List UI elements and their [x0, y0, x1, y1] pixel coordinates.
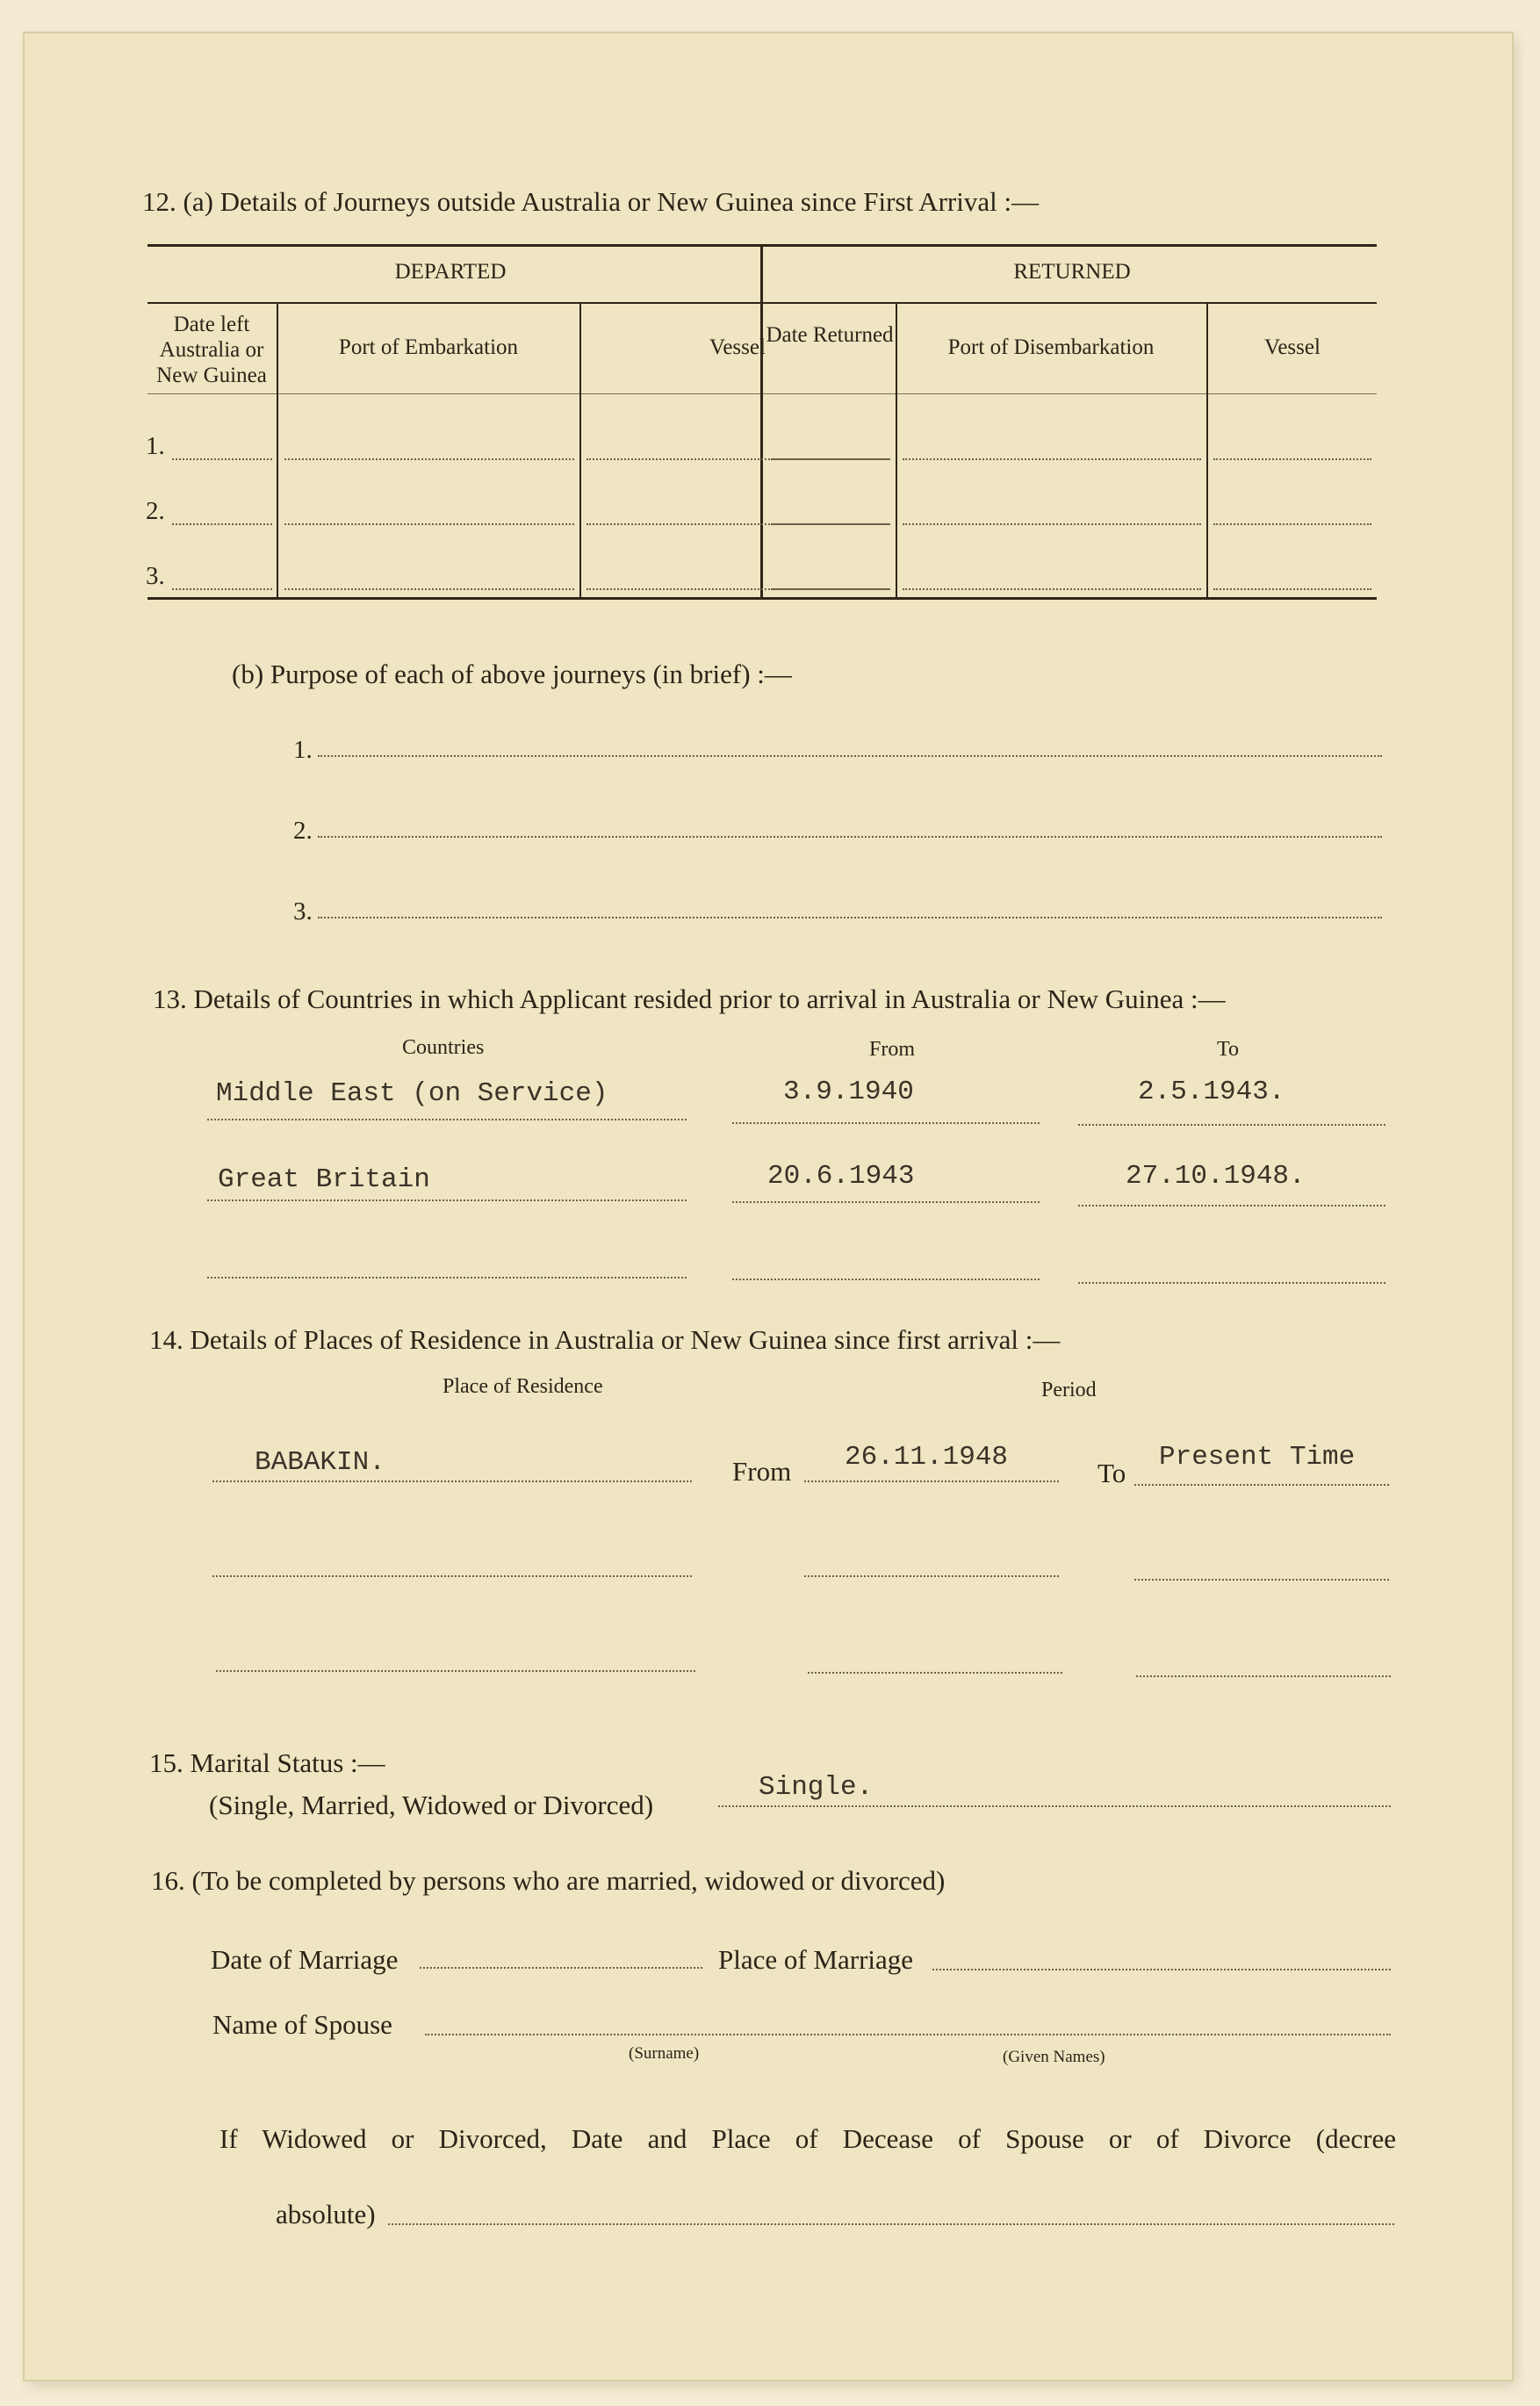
col-to: To	[1217, 1038, 1239, 1061]
from-line[interactable]	[732, 1279, 1040, 1280]
period-from-line[interactable]	[804, 1575, 1059, 1577]
q16-heading: 16. (To be completed by persons who are married, widowed or divorced)	[151, 1865, 946, 1896]
purpose-line[interactable]	[318, 917, 1382, 918]
col-countries: Countries	[402, 1036, 485, 1059]
to-line[interactable]	[1078, 1205, 1385, 1207]
q12-heading: 12. (a) Details of Journeys outside Australia or New Guinea since First Arrival :—	[142, 186, 1040, 217]
table-cell-line[interactable]	[903, 458, 1201, 460]
table-cell-line[interactable]	[284, 458, 574, 460]
country-line[interactable]	[207, 1119, 687, 1120]
place-of-marriage-line[interactable]	[932, 1969, 1391, 1970]
table-cell-line[interactable]	[903, 588, 1201, 590]
from-label: From	[732, 1456, 792, 1487]
period-from-line[interactable]	[804, 1480, 1059, 1482]
purpose-line[interactable]	[318, 836, 1382, 838]
marital-options-label: (Single, Married, Widowed or Divorced)	[209, 1790, 654, 1820]
form-page	[25, 33, 1512, 2380]
q14-heading: 14. Details of Places of Residence in Australia or New Guinea since first arrival :—	[149, 1324, 1061, 1355]
country-value: Middle East (on Service)	[216, 1078, 608, 1109]
country-line[interactable]	[207, 1199, 687, 1201]
to-value: 2.5.1943.	[1138, 1077, 1285, 1107]
country-value: Great Britain	[218, 1164, 430, 1195]
marital-status-value: Single.	[759, 1772, 874, 1803]
table-cell-line[interactable]	[284, 523, 574, 525]
place-line[interactable]	[212, 1480, 692, 1482]
period-from-value: 26.11.1948	[845, 1442, 1009, 1473]
purpose-line[interactable]	[318, 755, 1382, 757]
table-cell-line[interactable]	[1213, 458, 1371, 460]
col-place: Place of Residence	[443, 1375, 603, 1398]
name-of-spouse-line[interactable]	[425, 2034, 1391, 2035]
q13-heading: 13. Details of Countries in which Applicant resided prior to arrival in Australia or New Guinea :—	[153, 983, 1226, 1014]
place-line[interactable]	[212, 1575, 692, 1577]
decease-divorce-line[interactable]	[388, 2223, 1394, 2225]
to-value: 27.10.1948.	[1126, 1161, 1306, 1192]
from-line[interactable]	[732, 1122, 1040, 1124]
period-from-line[interactable]	[808, 1672, 1062, 1674]
row-number: 1.	[146, 432, 165, 460]
table-cell-line[interactable]	[771, 458, 890, 460]
departed-header: DEPARTED	[394, 260, 507, 284]
table-cell-line[interactable]	[172, 588, 272, 590]
table-cell-line[interactable]	[284, 588, 574, 590]
absolute-label: absolute)	[276, 2199, 376, 2230]
purpose-number: 2.	[293, 817, 313, 845]
col-vessel-returned: Vessel	[1264, 335, 1321, 359]
table-cell-line[interactable]	[1213, 588, 1371, 590]
col-date-returned: Date Returned	[766, 323, 894, 347]
table-cell-line[interactable]	[1213, 523, 1371, 525]
widowed-divorced-text: If Widowed or Divorced, Date and Place of Decease of Spouse or of Divorce (decree	[219, 2123, 1396, 2154]
col-date-left: Date left Australia or New Guinea	[156, 313, 267, 387]
date-of-marriage-label: Date of Marriage	[211, 1944, 399, 1975]
col-port-disembarkation: Port of Disembarkation	[947, 335, 1155, 359]
date-of-marriage-line[interactable]	[420, 1967, 702, 1969]
country-line[interactable]	[207, 1277, 687, 1279]
from-value: 3.9.1940	[783, 1077, 914, 1107]
marital-status-line[interactable]	[718, 1805, 1391, 1807]
purpose-number: 1.	[293, 736, 313, 764]
period-to-line[interactable]	[1134, 1579, 1389, 1581]
row-number: 2.	[146, 497, 165, 525]
table-cell-line[interactable]	[771, 588, 890, 590]
given-names-note: (Given Names)	[1003, 2048, 1105, 2066]
table-cell-line[interactable]	[903, 523, 1201, 525]
table-cell-line[interactable]	[771, 523, 890, 525]
place-of-marriage-label: Place of Marriage	[718, 1944, 914, 1975]
q15-heading: 15. Marital Status :—	[149, 1747, 385, 1778]
period-to-line[interactable]	[1134, 1484, 1389, 1486]
period-to-line[interactable]	[1136, 1675, 1391, 1677]
row-number: 3.	[146, 562, 165, 590]
place-line[interactable]	[216, 1670, 695, 1672]
col-port-embarkation: Port of Embarkation	[338, 335, 519, 359]
col-vessel-departed: Vessel	[709, 335, 766, 359]
col-divider	[277, 302, 278, 597]
q12b-heading: (b) Purpose of each of above journeys (in brief) :—	[232, 659, 792, 689]
purpose-number: 3.	[293, 897, 313, 926]
to-line[interactable]	[1078, 1282, 1385, 1284]
table-cell-line[interactable]	[172, 523, 272, 525]
col-period: Period	[1041, 1379, 1097, 1401]
name-of-spouse-label: Name of Spouse	[212, 2009, 392, 2040]
to-label: To	[1097, 1458, 1126, 1488]
period-to-value: Present Time	[1159, 1442, 1356, 1473]
from-line[interactable]	[732, 1201, 1040, 1203]
surname-note: (Surname)	[629, 2044, 700, 2063]
table-cell-line[interactable]	[172, 458, 272, 460]
to-line[interactable]	[1078, 1124, 1385, 1126]
col-from: From	[869, 1038, 916, 1061]
returned-header: RETURNED	[1013, 260, 1131, 284]
group-divider	[760, 244, 763, 600]
place-value: BABAKIN.	[255, 1447, 385, 1478]
from-value: 20.6.1943	[767, 1161, 915, 1192]
